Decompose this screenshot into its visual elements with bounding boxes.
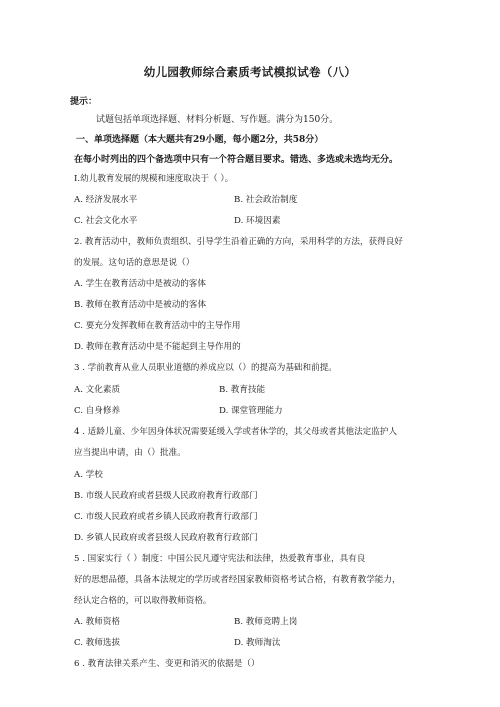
question-4-stem-line-2: 应当提出申请，由（）批准。	[74, 448, 186, 458]
question-1-option-d: D. 环境因素	[234, 216, 281, 226]
question-3-option-a: A. 文化素质	[74, 385, 121, 395]
section-title: 一、单项选择题（本大题共有29小题，每小题2分，共58分）	[76, 135, 324, 145]
question-2-option-b: B. 教师在教育活动中是被动的客体	[74, 300, 207, 310]
question-3-stem: 3 . 学前教育从业人员职业道德的养成应以（）的提高为基础和前提。	[74, 363, 337, 373]
question-6-stem: 6 . 教育法律关系产生、变更和消灭的依据是（）	[74, 659, 260, 669]
question-5-stem-line-2: 好的思想品德，具备本法规定的学历或者经国家教师资格考试合格，有教育教学能力，	[74, 575, 401, 585]
hint-label: 提示：	[70, 97, 98, 107]
instruction-text: 在每小时列出的四个备选项中只有一个符合题目要求。错选、多选或未选均无分。	[74, 155, 399, 165]
question-5-stem-line-1: 5 . 国家实行（ ）制度：中国公民凡遵守宪法和法律，热爱教育事业，具有良	[74, 554, 366, 564]
question-1-option-c: C. 社会文化水平	[74, 216, 138, 226]
question-2-option-c: C. 要充分发挥教师在教育活动中的主导作用	[74, 321, 241, 331]
question-1-option-a: A. 经济发展水平	[74, 195, 138, 205]
question-2-option-a: A. 学生在教育活动中是被动的客体	[74, 279, 206, 289]
question-5-stem-line-3: 经认定合格的，可以取得教师资格。	[74, 596, 212, 606]
question-4-option-d: D. 乡镇人民政府或者县级人民政府教育行政部门	[74, 533, 258, 543]
question-5-option-d: D. 教师淘汰	[234, 638, 281, 648]
question-4-option-c: C. 市级人民政府或者乡镇人民政府教育行政部门	[74, 512, 258, 522]
question-3-option-c: C. 自身修养	[74, 406, 121, 416]
question-2-stem-line-1: 2. 教育活动中，教师负责组织、引导学生沿着正确的方向，采用科学的方法，获得良好	[74, 237, 403, 247]
question-5-option-a: A. 教师资格	[74, 617, 121, 627]
question-4-stem-line-1: 4 . 适龄儿童、少年因身体状况需要延缓入学或者休学的，其父母或者其他法定监护人	[74, 427, 398, 437]
question-1-option-b: B. 社会政治制度	[234, 195, 298, 205]
question-4-option-b: B. 市级人民政府或者县级人民政府教育行政部门	[74, 491, 258, 501]
question-4-option-a: A. 学校	[74, 470, 103, 480]
question-1-stem: I.幼儿教育发展的规模和速度取决于（ ）。	[74, 174, 234, 184]
page-title: 幼儿园教师综合素质考试模拟试卷（八）	[143, 65, 357, 79]
question-2-option-d: D. 教师在教育活动中是不能起到主导作用的	[74, 342, 241, 352]
question-5-option-b: B. 教师竞聘上岗	[234, 617, 298, 627]
question-3-option-b: B. 教育技能	[219, 385, 266, 395]
question-2-stem-line-2: 的发展。这句话的意思是说（）	[74, 258, 195, 268]
hint-text: 试题包括单项选择题、材料分析题、写作题。满分为150分。	[96, 115, 339, 125]
question-5-option-c: C. 教师选拔	[74, 638, 121, 648]
question-3-option-d: D. 课堂管理能力	[219, 406, 283, 416]
